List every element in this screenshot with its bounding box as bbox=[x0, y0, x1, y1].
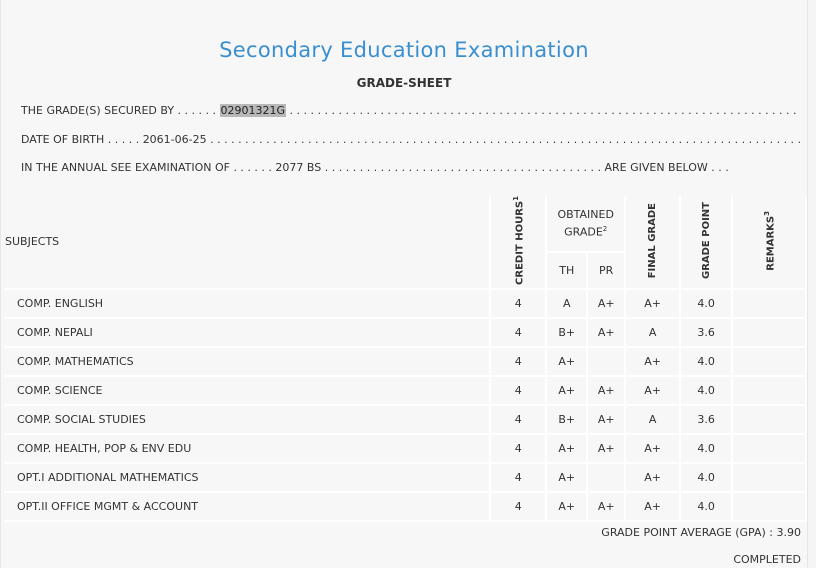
credit-cell: 4 bbox=[490, 376, 546, 405]
pr-grade-cell bbox=[587, 347, 625, 376]
th-grade-cell: A bbox=[546, 289, 587, 318]
pr-grade-cell: A+ bbox=[587, 376, 625, 405]
subject-cell: COMP. ENGLISH bbox=[5, 289, 490, 318]
final-grade-cell: A+ bbox=[625, 347, 680, 376]
status-text: COMPLETED bbox=[733, 553, 801, 566]
subject-cell: COMP. SOCIAL STUDIES bbox=[5, 405, 490, 434]
th-grade-cell: A+ bbox=[546, 434, 587, 463]
pr-grade-cell: A+ bbox=[587, 405, 625, 434]
grade-point-cell: 4.0 bbox=[680, 434, 732, 463]
final-grade-cell: A+ bbox=[625, 463, 680, 492]
secured-by-line bbox=[21, 104, 797, 117]
subject-cell: COMP. MATHEMATICS bbox=[5, 347, 490, 376]
pr-grade-cell: A+ bbox=[587, 492, 625, 521]
final-grade-cell: A+ bbox=[625, 376, 680, 405]
credit-hours-header: CREDIT HOURS$^1$ bbox=[490, 196, 546, 289]
table-row bbox=[5, 376, 806, 405]
final-grade-cell: A+ bbox=[625, 289, 680, 318]
credit-cell: 4 bbox=[490, 289, 546, 318]
grade-point-header: GRADE POINT bbox=[680, 196, 732, 289]
credit-cell: 4 bbox=[490, 492, 546, 521]
final-grade-cell: A+ bbox=[625, 434, 680, 463]
subject-cell: COMP. SCIENCE bbox=[5, 376, 490, 405]
dob-value: 2061-06-25 bbox=[142, 133, 207, 146]
final-grade-header: FINAL GRADE bbox=[625, 196, 680, 289]
th-header: TH bbox=[546, 252, 587, 289]
th-grade-cell: A+ bbox=[546, 376, 587, 405]
secured-by-label: THE GRADE(S) SECURED BY . . . . . . bbox=[21, 104, 217, 117]
page-subtitle: GRADE-SHEET bbox=[356, 76, 452, 90]
dob-dots: . . . . . . . . . . . . . . . . . . . . . . . . . . . . . . . . . . . . . . . . . . . . . . . . . . . . . . . . . . . . . . . . . . . . . . . . . . . . . . . . . . . . . bbox=[210, 133, 802, 146]
grade-point-cell: 3.6 bbox=[680, 318, 732, 347]
subject-cell: OPT.I ADDITIONAL MATHEMATICS bbox=[5, 463, 490, 492]
table-row bbox=[5, 347, 806, 376]
grade-point-cell: 4.0 bbox=[680, 492, 732, 521]
subject-cell: COMP. NEPALI bbox=[5, 318, 490, 347]
pr-grade-cell bbox=[587, 463, 625, 492]
remarks-cell bbox=[732, 434, 806, 463]
grade-point-cell: 4.0 bbox=[680, 463, 732, 492]
dob-line bbox=[21, 133, 801, 146]
exam-label: IN THE ANNUAL SEE EXAMINATION OF . . . . . . bbox=[21, 161, 272, 174]
table-row bbox=[5, 289, 806, 318]
secured-by-dots: . . . . . . . . . . . . . . . . . . . . . . . . . . . . . . . . . . . . . . . . . . . . . . . . . . . . . . . . . . . . . . . . . . . . . . . . . bbox=[289, 104, 797, 117]
obtained-grade-header: OBTAINED GRADE$^2$ bbox=[546, 196, 625, 252]
grade-point-cell: 4.0 bbox=[680, 289, 732, 318]
pr-grade-cell: A+ bbox=[587, 318, 625, 347]
remarks-cell bbox=[732, 318, 806, 347]
remarks-cell bbox=[732, 463, 806, 492]
final-grade-cell: A bbox=[625, 318, 680, 347]
remarks-cell bbox=[732, 376, 806, 405]
credit-cell: 4 bbox=[490, 463, 546, 492]
grade-point-cell: 4.0 bbox=[680, 376, 732, 405]
table-row bbox=[5, 434, 806, 463]
table-row bbox=[5, 463, 806, 492]
pr-grade-cell: A+ bbox=[587, 434, 625, 463]
credit-cell: 4 bbox=[490, 318, 546, 347]
exam-dots: . . . . . . . . . . . . . . . . . . . . . . . . . . . . . . . . . . . . . . . . ARE GIVEN BELOW . . . bbox=[324, 161, 729, 174]
subjects-header: SUBJECTS bbox=[5, 196, 490, 289]
exam-year: 2077 BS bbox=[275, 161, 322, 174]
credit-cell: 4 bbox=[490, 347, 546, 376]
th-grade-cell: A+ bbox=[546, 463, 587, 492]
dob-label: DATE OF BIRTH . . . . . bbox=[21, 133, 140, 146]
remarks-cell bbox=[732, 289, 806, 318]
credit-cell: 4 bbox=[490, 434, 546, 463]
subject-cell: COMP. HEALTH, POP & ENV EDU bbox=[5, 434, 490, 463]
exam-line bbox=[21, 161, 729, 174]
symbol-number[interactable]: 02901321G bbox=[220, 104, 286, 117]
grade-point-cell: 4.0 bbox=[680, 347, 732, 376]
pr-grade-cell: A+ bbox=[587, 289, 625, 318]
final-grade-cell: A bbox=[625, 405, 680, 434]
th-grade-cell: A+ bbox=[546, 492, 587, 521]
subject-cell: OPT.II OFFICE MGMT & ACCOUNT bbox=[5, 492, 490, 521]
final-grade-cell: A+ bbox=[625, 492, 680, 521]
remarks-header: REMARKS$^3$ bbox=[732, 196, 806, 289]
th-grade-cell: A+ bbox=[546, 347, 587, 376]
grade-point-cell: 3.6 bbox=[680, 405, 732, 434]
gpa-summary: GRADE POINT AVERAGE (GPA) : 3.90 bbox=[601, 526, 801, 539]
table-row bbox=[5, 405, 806, 434]
remarks-cell bbox=[732, 347, 806, 376]
page-title: Secondary Education Examination bbox=[219, 38, 589, 62]
pr-header: PR bbox=[587, 252, 625, 289]
th-grade-cell: B+ bbox=[546, 318, 587, 347]
remarks-cell bbox=[732, 405, 806, 434]
th-grade-cell: B+ bbox=[546, 405, 587, 434]
table-row bbox=[5, 492, 806, 521]
remarks-cell bbox=[732, 492, 806, 521]
grades-table bbox=[5, 196, 807, 522]
table-row bbox=[5, 318, 806, 347]
credit-cell: 4 bbox=[490, 405, 546, 434]
